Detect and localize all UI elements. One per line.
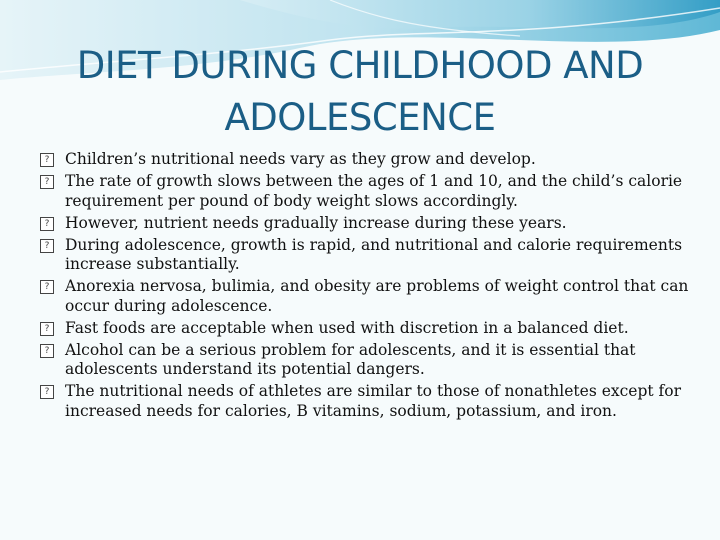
bullet-box-icon: ? — [40, 280, 54, 294]
bullet-item — [40, 150, 690, 170]
bullet-box-icon: ? — [40, 217, 54, 231]
bullet-item — [40, 341, 690, 380]
bullet-item — [40, 236, 690, 275]
bullet-item — [40, 214, 690, 234]
bullet-text: Alcohol can be a serious problem for adolescents, and it is essential that adolescents understand its potential dangers. — [65, 340, 636, 378]
bullet-text: Children’s nutritional needs vary as they grow and develop. — [65, 150, 536, 168]
bullet-text: Anorexia nervosa, bulimia, and obesity are problems of weight control that can occur during adolescence. — [65, 277, 689, 315]
bullet-list — [40, 150, 690, 424]
bullet-item — [40, 277, 690, 316]
title-line-1: DIET DURING CHILDHOOD AND — [76, 44, 644, 87]
bullet-box-icon: ? — [40, 153, 54, 167]
slide-title — [40, 40, 680, 144]
title-line-2: ADOLESCENCE — [224, 96, 496, 139]
bullet-box-icon: ? — [40, 322, 54, 336]
bullet-text: However, nutrient needs gradually increase during these years. — [65, 213, 567, 232]
bullet-box-icon: ? — [40, 239, 54, 253]
bullet-box-icon: ? — [40, 385, 54, 399]
bullet-box-icon: ? — [40, 344, 54, 358]
bullet-text: Fast foods are acceptable when used with discretion in a balanced diet. — [65, 318, 629, 337]
bullet-item — [40, 382, 690, 421]
bullet-text: During adolescence, growth is rapid, and nutritional and calorie requirements increase substantially. — [65, 235, 683, 273]
bullet-item — [40, 172, 690, 211]
bullet-text: The nutritional needs of athletes are similar to those of nonathletes except for increased needs for calories, B vitamins, sodium, potassium, and iron. — [65, 382, 682, 420]
bullet-box-icon: ? — [40, 175, 54, 189]
bullet-text: The rate of growth slows between the ages of 1 and 10, and the child’s calorie requirement per pound of body weight slows accordingly. — [65, 172, 683, 210]
bullet-item — [40, 319, 690, 339]
